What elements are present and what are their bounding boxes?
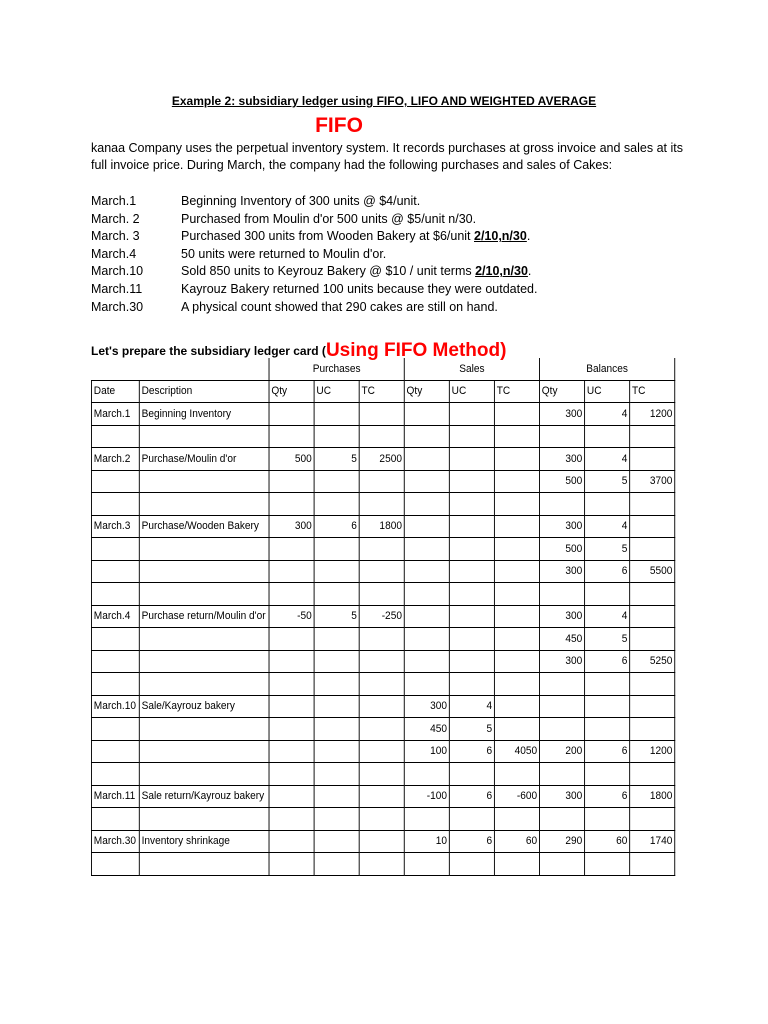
table-row bbox=[91, 470, 674, 493]
event-text: Purchased from Moulin d'or 500 units @ $5/unit n/30. bbox=[181, 211, 477, 226]
ledger-cell: 5 bbox=[585, 628, 630, 651]
ledger-cell bbox=[540, 673, 585, 696]
ledger-cell bbox=[139, 808, 269, 831]
ledger-cell bbox=[494, 538, 539, 561]
event-row bbox=[91, 263, 537, 281]
ledger-cell bbox=[269, 583, 314, 606]
ledger-cell bbox=[494, 583, 539, 606]
ledger-cell: 4 bbox=[585, 605, 630, 628]
ledger-header-blank bbox=[91, 358, 269, 380]
ledger-cell: 300 bbox=[404, 695, 449, 718]
ledger-cell bbox=[91, 425, 139, 448]
ledger-cell bbox=[585, 808, 630, 831]
ledger-cell: 1200 bbox=[630, 403, 675, 426]
ledger-cell bbox=[139, 425, 269, 448]
ledger-cell bbox=[139, 560, 269, 583]
ledger-cell: 5 bbox=[449, 718, 494, 741]
ledger-cell bbox=[585, 673, 630, 696]
payment-terms: 2/10,n/30 bbox=[475, 264, 528, 279]
ledger-column-header: TC bbox=[630, 380, 675, 403]
ledger-group-header: Purchases bbox=[269, 358, 404, 380]
ledger-cell: Purchase return/Moulin d'or bbox=[139, 605, 269, 628]
ledger-cell bbox=[91, 538, 139, 561]
event-date: March.1 bbox=[91, 194, 137, 208]
ledger-cell: Sale return/Kayrouz bakery bbox=[139, 785, 269, 808]
ledger-cell bbox=[269, 470, 314, 493]
ledger-cell bbox=[494, 403, 539, 426]
ledger-cell: 60 bbox=[585, 830, 630, 853]
event-text: Sold 850 units to Keyrouz Bakery @ $10 / unit terms 2/10,n/30. bbox=[181, 264, 532, 279]
ledger-cell bbox=[494, 560, 539, 583]
ledger-cell: March.2 bbox=[91, 448, 139, 471]
ledger-cell bbox=[540, 853, 585, 876]
ledger-cell: 60 bbox=[494, 830, 539, 853]
ledger-cell bbox=[359, 695, 404, 718]
ledger-cell bbox=[494, 515, 539, 538]
ledger-cell bbox=[314, 763, 359, 786]
ledger-cell bbox=[404, 605, 449, 628]
event-date: March. 2 bbox=[91, 211, 140, 226]
ledger-cell bbox=[449, 470, 494, 493]
ledger-cell bbox=[585, 695, 630, 718]
ledger-cell bbox=[139, 650, 269, 673]
ledger-cell bbox=[449, 673, 494, 696]
ledger-cell bbox=[91, 470, 139, 493]
ledger-column-header: Qty bbox=[269, 380, 314, 403]
ledger-cell: 300 bbox=[269, 515, 314, 538]
ledger-cell: 200 bbox=[540, 740, 585, 763]
ledger-cell bbox=[449, 605, 494, 628]
event-date: March.10 bbox=[91, 264, 144, 279]
ledger-cell bbox=[269, 785, 314, 808]
ledger-cell bbox=[630, 695, 675, 718]
ledger-cell: 6 bbox=[314, 515, 359, 538]
ledger-cell bbox=[585, 763, 630, 786]
ledger-cell bbox=[91, 650, 139, 673]
ledger-cell bbox=[269, 740, 314, 763]
event-row bbox=[91, 228, 537, 246]
event-text: Kayrouz Bakery returned 100 units because they were outdated. bbox=[181, 281, 538, 296]
ledger-cell: 5 bbox=[585, 538, 630, 561]
ledger-cell: 4050 bbox=[494, 740, 539, 763]
ledger-group-header: Sales bbox=[404, 358, 539, 380]
ledger-cell bbox=[494, 470, 539, 493]
ledger-cell bbox=[630, 853, 675, 876]
ledger-cell bbox=[404, 448, 449, 471]
ledger-cell bbox=[404, 673, 449, 696]
ledger-cell bbox=[494, 695, 539, 718]
ledger-column-header-row bbox=[91, 380, 674, 403]
ledger-cell bbox=[494, 425, 539, 448]
table-row bbox=[91, 718, 674, 741]
ledger-cell bbox=[91, 853, 139, 876]
ledger-cell: -600 bbox=[494, 785, 539, 808]
ledger-cell bbox=[404, 515, 449, 538]
ledger-cell bbox=[449, 808, 494, 831]
ledger-cell bbox=[91, 583, 139, 606]
ledger-cell: Beginning Inventory bbox=[139, 403, 269, 426]
ledger-cell: 6 bbox=[449, 785, 494, 808]
table-row bbox=[91, 493, 674, 516]
ledger-cell bbox=[359, 403, 404, 426]
ledger-cell bbox=[540, 763, 585, 786]
ledger-cell bbox=[359, 560, 404, 583]
ledger-cell bbox=[359, 853, 404, 876]
ledger-cell bbox=[630, 808, 675, 831]
ledger-column-header: UC bbox=[314, 380, 359, 403]
ledger-cell bbox=[139, 853, 269, 876]
ledger-cell bbox=[91, 493, 139, 516]
ledger-method-title: Using FIFO Method) bbox=[325, 340, 507, 361]
ledger-cell bbox=[404, 425, 449, 448]
ledger-cell bbox=[404, 470, 449, 493]
payment-terms: 2/10,n/30 bbox=[474, 229, 527, 244]
ledger-cell: 450 bbox=[540, 628, 585, 651]
ledger-cell bbox=[630, 538, 675, 561]
ledger-cell: 450 bbox=[404, 718, 449, 741]
ledger-cell bbox=[269, 763, 314, 786]
ledger-cell bbox=[404, 763, 449, 786]
ledger-cell bbox=[269, 718, 314, 741]
event-text: 50 units were returned to Moulin d'or. bbox=[181, 246, 387, 261]
ledger-cell: 3700 bbox=[630, 470, 675, 493]
table-row bbox=[91, 740, 674, 763]
ledger-cell bbox=[449, 538, 494, 561]
ledger-cell bbox=[314, 538, 359, 561]
ledger-cell: 10 bbox=[404, 830, 449, 853]
ledger-cell: 5500 bbox=[630, 560, 675, 583]
ledger-cell bbox=[404, 538, 449, 561]
intro-paragraph: kanaa Company uses the perpetual inventory system. It records purchases at gross invoice and sales at its full invoice price. During March, the company had the following purchases and sales of Cakes: bbox=[91, 141, 683, 172]
ledger-cell bbox=[404, 808, 449, 831]
ledger-cell bbox=[269, 695, 314, 718]
ledger-cell bbox=[404, 493, 449, 516]
ledger-cell: 2500 bbox=[359, 448, 404, 471]
ledger-cell bbox=[314, 403, 359, 426]
ledger-cell bbox=[91, 763, 139, 786]
ledger-cell bbox=[139, 583, 269, 606]
ledger-cell bbox=[585, 493, 630, 516]
ledger-cell bbox=[314, 583, 359, 606]
event-row bbox=[91, 246, 537, 264]
ledger-cell: 300 bbox=[540, 560, 585, 583]
ledger-cell bbox=[540, 583, 585, 606]
ledger-cell bbox=[404, 650, 449, 673]
ledger-cell bbox=[269, 538, 314, 561]
table-row bbox=[91, 605, 674, 628]
ledger-cell bbox=[494, 763, 539, 786]
ledger-cell bbox=[449, 763, 494, 786]
ledger-cell bbox=[494, 808, 539, 831]
ledger-cell bbox=[314, 718, 359, 741]
ledger-cell bbox=[91, 718, 139, 741]
event-row bbox=[91, 299, 537, 317]
ledger-cell: 4 bbox=[585, 515, 630, 538]
ledger-cell bbox=[314, 470, 359, 493]
table-row bbox=[91, 763, 674, 786]
ledger-cell: -50 bbox=[269, 605, 314, 628]
ledger-cell: March.3 bbox=[91, 515, 139, 538]
ledger-cell bbox=[314, 853, 359, 876]
ledger-cell bbox=[314, 673, 359, 696]
ledger-cell bbox=[449, 515, 494, 538]
ledger-cell: 300 bbox=[540, 650, 585, 673]
ledger-cell bbox=[540, 808, 585, 831]
ledger-cell bbox=[269, 853, 314, 876]
ledger-column-header: Qty bbox=[404, 380, 449, 403]
ledger-cell bbox=[139, 538, 269, 561]
subsidiary-ledger-table bbox=[91, 358, 675, 876]
ledger-cell: Purchase/Wooden Bakery bbox=[139, 515, 269, 538]
ledger-cell: 1800 bbox=[630, 785, 675, 808]
ledger-cell bbox=[540, 718, 585, 741]
ledger-cell bbox=[630, 425, 675, 448]
ledger-cell bbox=[630, 673, 675, 696]
ledger-cell bbox=[269, 830, 314, 853]
ledger-cell bbox=[449, 493, 494, 516]
ledger-cell: 1800 bbox=[359, 515, 404, 538]
table-row bbox=[91, 538, 674, 561]
ledger-cell: 300 bbox=[540, 403, 585, 426]
ledger-cell bbox=[91, 628, 139, 651]
ledger-cell bbox=[359, 650, 404, 673]
table-row bbox=[91, 785, 674, 808]
ledger-cell bbox=[269, 628, 314, 651]
table-row bbox=[91, 673, 674, 696]
ledger-cell: 300 bbox=[540, 605, 585, 628]
ledger-cell bbox=[139, 628, 269, 651]
ledger-cell: 300 bbox=[540, 515, 585, 538]
ledger-cell bbox=[585, 425, 630, 448]
ledger-cell bbox=[494, 493, 539, 516]
ledger-cell bbox=[91, 808, 139, 831]
ledger-column-header: TC bbox=[494, 380, 539, 403]
event-text: A physical count showed that 290 cakes are still on hand. bbox=[181, 299, 498, 314]
ledger-cell: 500 bbox=[540, 538, 585, 561]
ledger-cell: 4 bbox=[449, 695, 494, 718]
ledger-cell bbox=[139, 763, 269, 786]
ledger-cell bbox=[139, 718, 269, 741]
ledger-cell bbox=[314, 830, 359, 853]
ledger-cell bbox=[449, 853, 494, 876]
ledger-cell bbox=[269, 403, 314, 426]
ledger-cell: Inventory shrinkage bbox=[139, 830, 269, 853]
table-row bbox=[91, 583, 674, 606]
ledger-cell bbox=[540, 695, 585, 718]
ledger-card-label: Let's prepare the subsidiary ledger card (Using FIFO Method) bbox=[91, 340, 507, 361]
method-title: FIFO bbox=[315, 114, 363, 137]
ledger-cell bbox=[404, 560, 449, 583]
ledger-cell bbox=[630, 493, 675, 516]
ledger-cell bbox=[359, 830, 404, 853]
ledger-cell: 1200 bbox=[630, 740, 675, 763]
ledger-cell bbox=[269, 673, 314, 696]
ledger-cell bbox=[139, 673, 269, 696]
ledger-cell bbox=[91, 560, 139, 583]
ledger-column-header: UC bbox=[585, 380, 630, 403]
ledger-column-header: Date bbox=[91, 380, 139, 403]
ledger-cell: Sale/Kayrouz bakery bbox=[139, 695, 269, 718]
ledger-cell bbox=[630, 763, 675, 786]
ledger-cell bbox=[314, 785, 359, 808]
ledger-cell: 6 bbox=[585, 560, 630, 583]
ledger-cell bbox=[269, 425, 314, 448]
ledger-cell: 500 bbox=[540, 470, 585, 493]
ledger-cell bbox=[630, 718, 675, 741]
ledger-cell bbox=[585, 853, 630, 876]
ledger-cell bbox=[494, 853, 539, 876]
ledger-cell bbox=[585, 583, 630, 606]
event-row bbox=[91, 211, 537, 229]
table-row bbox=[91, 448, 674, 471]
ledger-cell: 100 bbox=[404, 740, 449, 763]
ledger-cell bbox=[359, 470, 404, 493]
ledger-cell: March.10 bbox=[91, 695, 139, 718]
ledger-cell: 4 bbox=[585, 448, 630, 471]
ledger-cell bbox=[585, 718, 630, 741]
ledger-cell bbox=[314, 425, 359, 448]
ledger-cell bbox=[314, 493, 359, 516]
event-row bbox=[91, 281, 537, 299]
page-heading: Example 2: subsidiary ledger using FIFO, LIFO AND WEIGHTED AVERAGE bbox=[171, 94, 597, 108]
ledger-cell bbox=[630, 605, 675, 628]
ledger-cell bbox=[139, 470, 269, 493]
ledger-cell bbox=[359, 785, 404, 808]
ledger-cell bbox=[359, 493, 404, 516]
ledger-cell bbox=[540, 425, 585, 448]
ledger-cell bbox=[630, 628, 675, 651]
ledger-cell bbox=[449, 650, 494, 673]
event-date: March.4 bbox=[91, 246, 137, 261]
ledger-cell: 300 bbox=[540, 448, 585, 471]
ledger-cell bbox=[314, 560, 359, 583]
ledger-cell: March.11 bbox=[91, 785, 139, 808]
ledger-cell: March.4 bbox=[91, 605, 139, 628]
ledger-cell bbox=[449, 403, 494, 426]
ledger-cell: -100 bbox=[404, 785, 449, 808]
ledger-cell bbox=[494, 673, 539, 696]
ledger-cell bbox=[494, 448, 539, 471]
ledger-cell: March.1 bbox=[91, 403, 139, 426]
event-date: March.11 bbox=[91, 281, 143, 296]
ledger-cell bbox=[314, 740, 359, 763]
event-text: Purchased 300 units from Wooden Bakery at $6/unit 2/10,n/30. bbox=[181, 229, 531, 244]
ledger-cell: March.30 bbox=[91, 830, 139, 853]
ledger-cell: 5 bbox=[585, 470, 630, 493]
ledger-column-header: Description bbox=[139, 380, 269, 403]
ledger-cell bbox=[314, 695, 359, 718]
ledger-cell bbox=[630, 448, 675, 471]
ledger-cell bbox=[139, 493, 269, 516]
table-row bbox=[91, 853, 674, 876]
ledger-cell: 6 bbox=[449, 830, 494, 853]
ledger-cell: 6 bbox=[449, 740, 494, 763]
ledger-cell: 6 bbox=[585, 740, 630, 763]
ledger-cell bbox=[269, 493, 314, 516]
ledger-cell: 6 bbox=[585, 785, 630, 808]
ledger-cell bbox=[494, 718, 539, 741]
ledger-cell: -250 bbox=[359, 605, 404, 628]
ledger-cell bbox=[449, 448, 494, 471]
ledger-cell bbox=[630, 583, 675, 606]
ledger-cell bbox=[314, 808, 359, 831]
ledger-cell bbox=[494, 605, 539, 628]
ledger-cell bbox=[359, 740, 404, 763]
ledger-cell: 5250 bbox=[630, 650, 675, 673]
ledger-cell bbox=[449, 628, 494, 651]
ledger-cell bbox=[314, 650, 359, 673]
ledger-cell bbox=[269, 808, 314, 831]
ledger-cell: 6 bbox=[585, 650, 630, 673]
table-row bbox=[91, 650, 674, 673]
ledger-column-header: Qty bbox=[540, 380, 585, 403]
ledger-cell bbox=[139, 740, 269, 763]
table-row bbox=[91, 515, 674, 538]
ledger-cell bbox=[269, 560, 314, 583]
table-row bbox=[91, 830, 674, 853]
ledger-cell bbox=[449, 425, 494, 448]
ledger-cell: Purchase/Moulin d'or bbox=[139, 448, 269, 471]
ledger-cell bbox=[359, 808, 404, 831]
events-list bbox=[91, 193, 537, 316]
table-row bbox=[91, 560, 674, 583]
ledger-cell bbox=[359, 763, 404, 786]
table-row bbox=[91, 403, 674, 426]
table-row bbox=[91, 808, 674, 831]
ledger-group-header-row bbox=[91, 358, 674, 380]
ledger-cell: 500 bbox=[269, 448, 314, 471]
ledger-cell bbox=[359, 718, 404, 741]
ledger-cell bbox=[449, 560, 494, 583]
ledger-cell: 290 bbox=[540, 830, 585, 853]
ledger-cell: 4 bbox=[585, 403, 630, 426]
ledger-cell bbox=[404, 628, 449, 651]
ledger-cell bbox=[359, 425, 404, 448]
event-date: March.30 bbox=[91, 299, 144, 314]
ledger-cell bbox=[91, 673, 139, 696]
ledger-cell bbox=[359, 628, 404, 651]
event-row bbox=[91, 193, 537, 211]
event-text: Beginning Inventory of 300 units @ $4/unit. bbox=[181, 194, 421, 208]
table-row bbox=[91, 425, 674, 448]
ledger-cell bbox=[404, 403, 449, 426]
ledger-cell bbox=[494, 628, 539, 651]
ledger-cell bbox=[494, 650, 539, 673]
ledger-cell bbox=[359, 538, 404, 561]
ledger-cell bbox=[449, 583, 494, 606]
ledger-cell bbox=[404, 583, 449, 606]
ledger-cell bbox=[91, 740, 139, 763]
ledger-cell: 5 bbox=[314, 448, 359, 471]
ledger-cell: 1740 bbox=[630, 830, 675, 853]
ledger-group-header: Balances bbox=[540, 358, 675, 380]
ledger-column-header: TC bbox=[359, 380, 404, 403]
table-row bbox=[91, 628, 674, 651]
ledger-column-header: UC bbox=[449, 380, 494, 403]
table-row bbox=[91, 695, 674, 718]
ledger-cell bbox=[540, 493, 585, 516]
ledger-cell: 300 bbox=[540, 785, 585, 808]
ledger-cell: 5 bbox=[314, 605, 359, 628]
ledger-cell bbox=[630, 515, 675, 538]
event-date: March. 3 bbox=[91, 229, 140, 244]
ledger-cell bbox=[359, 583, 404, 606]
ledger-cell bbox=[269, 650, 314, 673]
ledger-cell bbox=[359, 673, 404, 696]
ledger-cell bbox=[314, 628, 359, 651]
ledger-cell bbox=[404, 853, 449, 876]
